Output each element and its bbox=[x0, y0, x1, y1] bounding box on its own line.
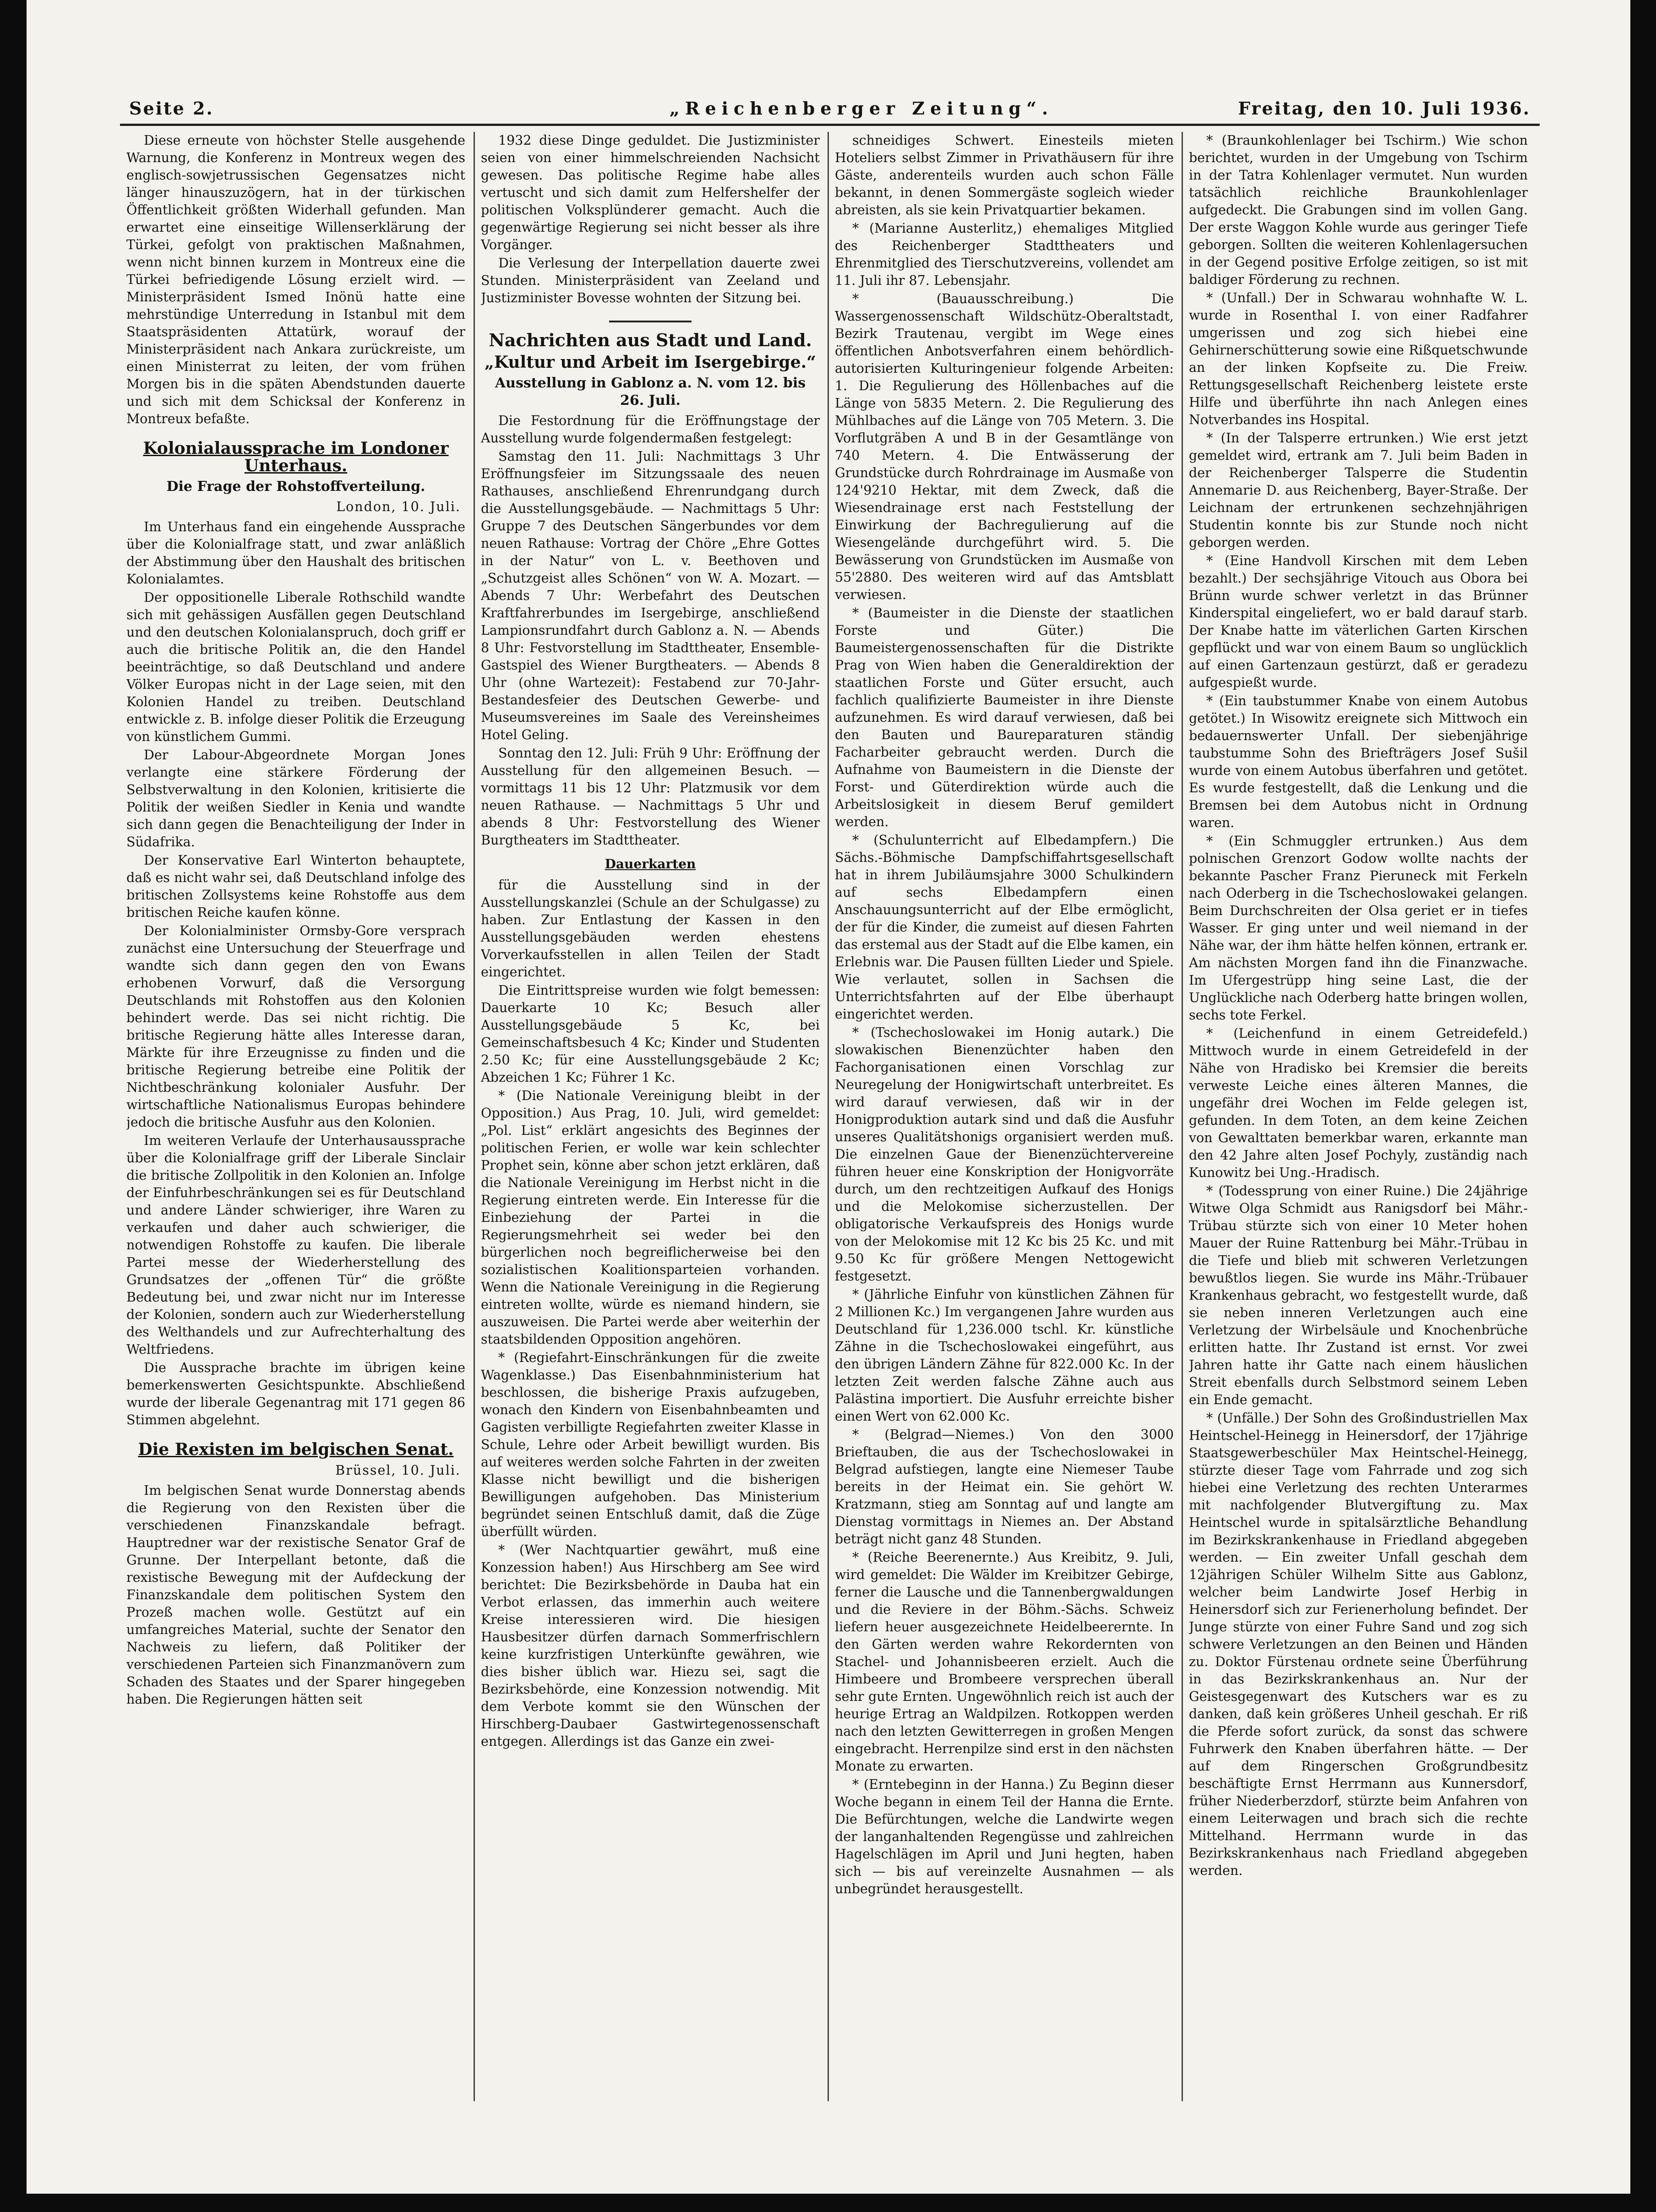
article-paragraph: Im belgischen Senat wurde Donnerstag abends die Regierung von den Rexisten über die verschiedenen Finanzskandale befragt. Hauptredner war der rexistische Senator Graf de Grunne. Der Interpellant betonte, daß die rexistische Bewegung mit der Aufdeckung der Finanzskandale dem politischen System den Prozeß machen wolle. Gestützt auf ein umfangreiches Material, suchte der Senator den Nachweis zu liefern, daß Politiker der verschiedenen Parteien sich Finanzmanövern zum Schaden des Staates und der Sparer hingegeben haben. Die Regierungen hätten seit bbox=[126, 1483, 465, 1707]
minor-heading: Dauerkarten bbox=[605, 856, 696, 872]
news-item: * (Ein Schmuggler ertrunken.) Aus dem polnischen Grenzort Godow wollte nachts der bekannte Pascher Franz Pieruneck mit Ferkeln nach Oderberg in die Tschechoslowakei gelangen. Beim Durchschreiten der Olsa geriet er in tiefes Wasser. Er ging unter und weil niemand in der Nähe war, der ihm hätte helfen können, ertrank er. Am nächsten Morgen fand ihn die Finanzwache. Im Ufergestrüpp hing seine Last, die der Unglückliche nach Oderberg hatte bringen wollen, sechs tote Ferkel. bbox=[1189, 834, 1528, 1023]
news-item: * (Unfälle.) Der Sohn des Großindustriellen Max Heintschel-Heinegg in Heinersdorf, der 17jährige Staatsgewerbeschüler Max Heintschel-Heinegg, stürzte dieser Tage vom Fahrrade und zog sich hiebei eine Verletzung des rechten Unterarmes mit nachfolgender Blutvergiftung zu. Max Heintschel wurde in spitalsärztliche Behandlung im Bezirkskrankenhause in Friedland abgegeben werden. — Ein zweiter Unfall geschah dem 12jährigen Schüler Wilhelm Sitte aus Gablonz, welcher beim Landwirte Josef Herbig in Heinersdorf sich zur Ferienerholung befindet. Der Junge stürzte von einer Fuhre Sand und zog sich schwere Verletzungen an den Beinen und Händen zu. Doktor Fürstenau ordnete seine Überführung in das Bezirkskrankenhaus an. Nur der Geistesgegenwart des Kutschers war es zu danken, daß kein größeres Unheil geschah. Er riß die Pferde sofort zurück, da sonst das schwere Fuhrwerk den Knaben überfahren hätte. — Der auf dem Ringerschen Großgrundbesitz beschäftigte Ernst Herrmann aus Kunnersdorf, früher Niederberzdorf, stürzte beim Anfahren von einem Leiterwagen und brach sich die rechte Mittelhand. Herrmann wurde in das Bezirkskrankenhaus nach Friedland abgegeben werden. bbox=[1189, 1411, 1528, 1878]
column-rule-3 bbox=[1182, 132, 1183, 2101]
column-rule-2 bbox=[828, 132, 829, 2101]
article-paragraph: 1932 diese Dinge geduldet. Die Justizminister seien von einer himmelschreienden Nachsicht gewesen. Das politische Regime habe alles vertuscht und sich damit zum Helfershelfer der politischen Volksplünderer gemacht. Auch die gegenwärtige Regierung sei nicht besser als ihre Vorgänger. bbox=[481, 133, 820, 252]
article-paragraph: Die Aussprache brachte im übrigen keine bemerkenswerten Gesichtspunkte. Abschließend wurde der liberale Gegenantrag mit 171 gegen 86 Stimmen abgelehnt. bbox=[126, 1360, 465, 1427]
news-item: * (Baumeister in die Dienste der staatlichen Forste und Güter.) Die Baumeistergenossenschaften für die Distrikte Prag von Wien haben die Generaldirektion der staatlichen Forste und Güter ersucht, auch fachlich qualifizierte Baumeister in ihre Dienste aufzunehmen. Es wird darauf verwiesen, daß bei den Bauten und Baureparaturen ständig Facharbeiter gebraucht werden. Durch die Aufnahme von Baumeistern in die Dienste der Forst- und Güterdirektion würde auch die Arbeitslosigkeit in diesem Beruf gemildert werden. bbox=[835, 605, 1174, 829]
article-paragraph: Diese erneute von höchster Stelle ausgehende Warnung, die Konferenz in Montreux wegen des englisch-sowjetrussischen Gegensatzes nicht länger hinauszuzögern, hat in der türkischen Öffentlichkeit größten Widerhall gefunden. Man erwartet eine einseitige Willenserklärung der Türkei, gefolgt von praktischen Maßnahmen, wenn nicht binnen kurzem in Montreux eine die Türkei befriedigende Lösung erzielt wird. — Ministerpräsident Ismed Inönü hatte eine mehrstündige Unterredung in Istanbul mit dem Staatspräsidenten Attatürk, worauf der Ministerpräsident nach Ankara zurückreiste, um einen Ministerrat zu leiten, der vom frühen Morgen bis in die späten Abendstunden dauerte und sich mit dem Schicksal der Konferenz in Montreux befaßte. bbox=[126, 133, 465, 426]
subheadline: Ausstellung in Gablonz a. N. vom 12. bis 26. Juli. bbox=[495, 375, 806, 409]
news-item: * (Reiche Beerenernte.) Aus Kreibitz, 9. Juli, wird gemeldet: Die Wälder im Kreibitzer Gebirge, ferner die Lausche und die Tannenbergwaldungen und die Reviere in der Böhm.-Sächs. Schweiz liefern heuer ausgezeichnete Heidelbeerernte. In den Gärten werden wahre Rekordernten von Stachel- und Johannisbeeren erzielt. Auch die Himbeere und Brombeere versprechen überall sehr gute Ernten. Ungewöhnlich reich ist auch der heurige Ertrag an Waldpilzen. Rotkoppen werden nach den letzten Gewitterregen in großen Mengen eingebracht. Herrenpilze sind erst in den nächsten Monate zu erwarten. bbox=[835, 1550, 1174, 1774]
news-item: * (Todessprung von einer Ruine.) Die 24jährige Witwe Olga Schmidt aus Ranigsdorf bei Mähr.-Trübau stürzte sich von einer 10 Meter hohen Mauer der Ruine Rattenburg bei Mähr.-Trübau in die Tiefe und blieb mit schweren Verletzungen bewußtlos liegen. Sie wurde ins Mähr.-Trübauer Krankenhaus gebracht, wo festgestellt wurde, daß sie neben inneren Verletzungen auch eine Verletzung der Wirbelsäule und Knochenbrüche erlitten hatte. Ihr Zustand ist ernst. Vor zwei Jahren hatte ihr Gatte nach einem häuslichen Streit ebenfalls durch Selbstmord seinem Leben ein Ende gemacht. bbox=[1189, 1183, 1528, 1407]
dateline: London, 10. Juli. bbox=[336, 499, 461, 514]
page-number: Seite 2. bbox=[129, 98, 214, 119]
article-paragraph: Die Verlesung der Interpellation dauerte zwei Stunden. Ministerpräsident van Zeeland und Justizminister Bovesse wohnten der Sitzung bei. bbox=[481, 256, 820, 305]
article-paragraph: Im Unterhaus fand ein eingehende Aussprache über die Kolonialfrage statt, und zwar anläßlich der Abstimmung über den Haushalt des britischen Kolonialamtes. bbox=[126, 519, 465, 587]
article-paragraph: Im weiteren Verlaufe der Unterhausaussprache über die Kolonialfrage griff der Liberale Sinclair die britische Zollpolitik in den Kolonien an. Infolge der Einfuhrbeschränkungen sei es für Deutschland und andere Länder schwieriger, ihre Waren zu verkaufen und daher auch schwieriger, die notwendigen Rohstoffe zu kaufen. Die liberale Partei messe der Wiederherstellung des Grundsatzes der „offenen Tür“ die größte Bedeutung bei, und zwar nicht nur im Interesse der Kolonien, sondern auch zur Wiederherstellung des Welthandels und zur Aufrechterhaltung des Weltfriedens. bbox=[126, 1133, 465, 1357]
section-divider bbox=[609, 321, 692, 322]
article-paragraph: Die Festordnung für die Eröffnungstage der Ausstellung wurde folgendermaßen festgelegt: bbox=[481, 413, 820, 446]
article-paragraph: Der Konservative Earl Winterton behauptete, daß es nicht wahr sei, daß Deutschland infolge des britischen Zollsystems keine Rohstoffe aus dem britischen Reiche kaufen könne. bbox=[126, 853, 465, 920]
newspaper-page bbox=[120, 92, 1540, 2143]
column-1 bbox=[126, 132, 465, 2143]
news-item: * (Tschechoslowakei im Honig autark.) Die slowakischen Bienenzüchter haben den Fachorganisationen einen Vorschlag zur Neuregelung der Honigwirtschaft unterbreitet. Es wird darauf verwiesen, daß wir in der Honigproduktion autark sind und daß die Ausfuhr unseres Qualitätshonigs organisiert werden muß. Die einzelnen Gaue der Bienenzüchtervereine führen heuer eine Konskription der Honigvorräte durch, um den rechtzeitigen Aufkauf des Honigs und die Melokomise sicherzustellen. Der obligatorische Verkaufspreis des Honigs wurde von der Melokomise mit 12 Kc bis 25 Kc. und mit 9.50 Kc für größere Mengen Nettogewicht festgesetzt. bbox=[835, 1025, 1174, 1284]
news-item: * (Braunkohlenlager bei Tschirm.) Wie schon berichtet, wurden in der Umgebung von Tschirm in der Tatra Kohlenlager vermutet. Nun wurden tatsächlich reichliche Braunkohlenlager aufgedeckt. Die Grabungen sind im vollen Gang. Der erste Waggon Kohle wurde aus geringer Tiefe geborgen. Sollten die weiteren Kohlenlagersuchen in der Gegend positive Erfolge zeitigen, so ist mit baldiger Förderung zu rechnen. bbox=[1189, 133, 1528, 287]
article-paragraph: Samstag den 11. Juli: Nachmittags 3 Uhr Eröffnungsfeier im Sitzungssaale des neuen Rathauses, anschließend Ehrenrundgang durch die Ausstellungsgebäude. — Nachmittags 5 Uhr: Gruppe 7 des Deutschen Sängerbundes vor dem neuen Rathause: Vortrag der Chöre „Ehre Gottes in der Natur“ von L. v. Beethoven und „Schutzgeist alles Schönen“ von W. A. Mozart. — Abends 7 Uhr: Werbefahrt des Deutschen Kraftfahrerbundes im Isergebirge, anschließend Lampionsrundfahrt durch Gablonz a. N. — Abends 8 Uhr: Festvorstellung im Stadttheater, Ensemble-Gastspiel des Wiener Burgtheaters. — Abends 8 Uhr (ohne Wartezeit): Festabend zur 70-Jahr-Bestandesfeier des Deutschen Gewerbe- und Museumsvereines im Saale des Vereinsheimes Hotel Geling. bbox=[481, 449, 820, 742]
scan-border-bottom bbox=[0, 2194, 1656, 2212]
news-item: * (Unfall.) Der in Schwarau wohnhafte W. L. wurde in Rosenthal I. von einer Radfahrer umgerissen und zog sich hiebei eine Gehirnerschütterung sowie eine Rißquetschwunde an der linken Kopfseite zu. Die Freiw. Rettungsgesellschaft Reichenberg leistete erste Hilfe und überführte ihn nach Anlegen eines Notverbandes ins Hospital. bbox=[1189, 290, 1528, 427]
news-item: * (Die Nationale Vereinigung bleibt in der Opposition.) Aus Prag, 10. Juli, wird gemeldet: „Pol. List“ erklärt angesichts des Beginnes der politischen Ferien, er wolle war kein schlechter Prophet sein, könne aber schon jetzt erklären, daß die Nationale Vereinigung im Herbst nicht in die Regierung eintreten werde. Ein Interesse für die Einbeziehung der Partei in die Regierungsmehrheit sei weder bei den bürgerlichen noch begreiflicherweise bei den sozialistischen Koalitionsparteien vorhanden. Wenn die Nationale Vereinigung in die Regierung eintreten wollte, würde es niemand hindern, sie auszuweisen. Die Partei werde aber weiterhin der staatsbildenden Opposition angehören. bbox=[481, 1088, 820, 1347]
article-paragraph: Die Eintrittspreise wurden wie folgt bemessen: Dauerkarte 10 Kc; Besuch aller Ausstellungsgebäude 5 Kc, bei Gemeinschaftsbesuch 4 Kc; Kinder und Studenten 2.50 Kc; für eine Ausstellungsgebäude 2 Kc; Abzeichen 1 Kc; Führer 1 Kc. bbox=[481, 983, 820, 1085]
news-item: * (Marianne Austerlitz,) ehemaliges Mitglied des Reichenberger Stadttheaters und Ehrenmitglied des Tierschutzvereins, vollendet am 11. Juli ihr 87. Lebensjahr. bbox=[835, 221, 1174, 288]
subheadline: Die Frage der Rohstoffverteilung. bbox=[166, 479, 425, 495]
article-paragraph: Der Kolonialminister Ormsby-Gore versprach zunächst eine Untersuchung der Steuerfrage und wandte sich dann gegen den von Ewans erhobenen Vorwurf, daß die Versorgung Deutschlands mit Rohstoffen aus den Kolonien behindert werde. Das sei nicht richtig. Die britische Regierung hätte alles Interesse daran, Märkte für ihre Erzeugnisse zu finden und die britische Regierung betreibe eine Politik der Nichtbeschränkung kolonialer Ausfuhr. Der wirtschaftliche Nationalismus Europas behindere jedoch die britische Ausfuhr aus den Kolonien. bbox=[126, 923, 465, 1130]
news-item: * (In der Talsperre ertrunken.) Wie erst jetzt gemeldet wird, ertrank am 7. Juli beim Baden in der Reichenberger Talsperre die Studentin Annemarie D. aus Reichenberg, Bayer-Straße. Der Leichnam der ertrunkenen sechzehnjährigen Studentin konnte bis zur Stunde noch nicht geborgen werden. bbox=[1189, 430, 1528, 550]
article-paragraph: Sonntag den 12. Juli: Früh 9 Uhr: Eröffnung der Ausstellung für den allgemeinen Besuch. — vormittags 11 bis 12 Uhr: Platzmusik vor dem neuen Rathause. — Nachmittags 5 Uhr und abends 8 Uhr: Festvorstellung des Wiener Burgtheaters im Stadttheater. bbox=[481, 746, 820, 848]
column-4 bbox=[1189, 132, 1528, 2143]
page-header bbox=[120, 92, 1540, 126]
news-item: * (Eine Handvoll Kirschen mit dem Leben bezahlt.) Der sechsjährige Vitouch aus Obora bei Brünn wurde schwer verletzt in das Brünner Kinderspital eingeliefert, wo er bald darauf starb. Der Knabe hatte im väterlichen Garten Kirschen gepflückt und war von einem Baum so unglücklich auf einen Gartenzaun gestürzt, daß er geradezu aufgespießt wurde. bbox=[1189, 553, 1528, 690]
dateline: Brüssel, 10. Juli. bbox=[335, 1463, 461, 1478]
news-item: * (Bauausschreibung.) Die Wassergenossenschaft Wildschütz-Oberaltstadt, Bezirk Trautenau, vergibt im Wege eines öffentlichen Anbotsverfahren einem behördlich-autorisierten Kulturingenieur folgende Arbeiten: 1. Die Regulierung des Höllenbaches auf die Länge von 5835 Metern. 2. Die Regulierung des Mühlbaches auf die Länge von 705 Metern. 3. Die Vorflutgräben A und B in der Gesamtlänge von 740 Metern. 4. Die Entwässerung der Grundstücke durch Rohrdrainage im Ausmaße von 124'9210 Hektar, mit dem Zweck, daß die Wiesendrainage erst nach Feststellung der Einwirkung der Bachregulierung auf die Wiesengelände durchgeführt wird. 5. Die Bewässerung von Grundstücken im Ausmaße von 55'2880. Des weiteren wird auf das Amtsblatt verwiesen. bbox=[835, 291, 1174, 602]
column-2 bbox=[481, 132, 820, 2143]
news-item: * (Wer Nachtquartier gewährt, muß eine Konzession haben!) Aus Hirschberg am See wird berichtet: Die Bezirksbehörde in Dauba hat ein Verbot erlassen, das immerhin auch weitere Kreise interessieren wird. Die hiesigen Hausbesitzer dürfen darnach Sommerfrischlern keine kurzfristigen Unterkünfte gewähren, wie dies bisher üblich war. Hiezu sei, sagt die Bezirksbehörde, eine Konzession notwendig. Mit dem Verbote kommt sie den Wünschen der Hirschberg-Daubaer Gastwirtegenossenschaft entgegen. Allerdings ist das Ganze ein zwei- bbox=[481, 1542, 820, 1749]
headline-ausstellung: „Kultur und Arbeit im Isergebirge.“ bbox=[485, 353, 816, 372]
headline-kolonialaussprache: Kolonialaussprache im Londoner Unterhaus. bbox=[143, 439, 449, 475]
news-item: * (Ein taubstummer Knabe von einem Autobus getötet.) In Wisowitz ereignete sich Mittwoch ein bedauernswerter Unfall. Der siebenjährige taubstumme Sohn des Briefträgers Josef Sušil wurde von einem Autobus überfahren und getötet. Es wurde festgestellt, daß die Lenkung und die Bremsen bei dem Autobus nicht in Ordnung waren. bbox=[1189, 693, 1528, 830]
column-3 bbox=[835, 132, 1174, 2143]
news-item: schneidiges Schwert. Einesteils mieten Hoteliers selbst Zimmer in Privathäusern für ihre Gäste, anderenteils wurden auch schon Fälle bekannt, in denen Sommergäste sogleich wieder abreisten, als sie kein Privatquartier bekamen. bbox=[835, 133, 1174, 218]
news-item: * (Schulunterricht auf Elbedampfern.) Die Sächs.-Böhmische Dampfschiffahrtsgesellschaft hat in ihrem Jubiläumsjahre 3000 Schulkindern auf sechs Elbedampfern einen Anschauungsunterricht auf der Elbe ermöglicht, der für die Kinder, die zumeist auf diesen Fahrten das erstemal aus der Stadt auf die Elbe kamen, ein Erlebnis war. Die Pausen füllten Lieder und Spiele. Wie verlautet, sollen in Sachsen die Unterrichtsfahrten auf der Elbe überhaupt eingerichtet werden. bbox=[835, 833, 1174, 1022]
article-paragraph: für die Ausstellung sind in der Ausstellungskanzlei (Schule an der Schulgasse) zu haben. Zur Entlastung der Kassen in den Ausstellungsgebäuden werden ehestens Vorverkaufsstellen in allen Teilen der Stadt eingerichtet. bbox=[481, 877, 820, 980]
headline-rexisten: Die Rexisten im belgischen Senat. bbox=[138, 1440, 454, 1459]
news-item: * (Regiefahrt-Einschränkungen für die zweite Wagenklasse.) Das Eisenbahnministerium hat beschlossen, die bisherige Praxis aufzugeben, wonach den Kindern von Eisenbahnbeamten und Gagisten verbilligte Regiefahrten zweiter Klasse in Schule, Lehre oder Arbeit bewilligt wurden. Bis auf weiteres werden solche Fahrten in der zweiten Klasse nicht bewilligt und die bisherigen Bewilligungen aufgehoben. Das Ministerium begründet seinen Entschluß damit, daß die Züge überfüllt würden. bbox=[481, 1350, 820, 1539]
article-paragraph: Der Labour-Abgeordnete Morgan Jones verlangte eine stärkere Förderung der Selbstverwaltung in den Kolonien, kritisierte die Politik der weißen Siedler in Kenia und wandte sich dann gegen die Benachteiligung der Inder in Südafrika. bbox=[126, 747, 465, 850]
column-rule-1 bbox=[474, 132, 475, 2101]
scan-border-left bbox=[0, 0, 27, 2212]
section-heading: Nachrichten aus Stadt und Land. bbox=[489, 330, 812, 350]
news-item: * (Leichenfund in einem Getreidefeld.) Mittwoch wurde in einem Getreidefeld in der Nähe von Hradisko bei Kremsier die bereits verweste Leiche eines älteren Mannes, die ungefähr drei Wochen im Felde gelegen ist, gefunden. In dem Toten, an dem keine Zeichen von Gewalttaten bemerkbar waren, erkannte man den 42 Jahre alten Josef Pochyly, zuständig nach Kunowitz bei Ung.-Hradisch. bbox=[1189, 1026, 1528, 1180]
news-item: * (Erntebeginn in der Hanna.) Zu Beginn dieser Woche begann in einem Teil der Hanna die Ernte. Die Befürchtungen, welche die Landwirte wegen der langanhaltenden Regengüsse und zahlreichen Hagelschlägen im April und Juni hegten, haben sich — bis auf vereinzelte Ausnahmen — als unbegründet herausgestellt. bbox=[835, 1777, 1174, 1896]
issue-date: Freitag, den 10. Juli 1936. bbox=[1238, 98, 1531, 119]
news-item: * (Belgrad—Niemes.) Von den 3000 Brieftauben, die aus der Tschechoslowakei in Belgrad aufstiegen, langte eine Niemeser Taube bereits in der Heimat ein. Sie gehört W. Kratzmann, stieg am Sonntag auf und langte am Dienstag vormittags in Niemes an. Der Abstand beträgt nicht ganz 48 Stunden. bbox=[835, 1427, 1174, 1547]
newspaper-title: „Reichenberger Zeitung“. bbox=[670, 98, 1054, 119]
scan-border-right bbox=[1630, 0, 1656, 2212]
news-item: * (Jährliche Einfuhr von künstlichen Zähnen für 2 Millionen Kc.) Im vergangenen Jahre wurden aus Deutschland für 1,236.000 tschl. Kr. künstliche Zähne in die Tschechoslowakei eingeführt, aus den übrigen Ländern Zähne für 822.000 Kc. In der letzten Zeit werden falsche Zähne auch aus Palästina importiert. Die Ausfuhr erreichte bisher einen Wert von 62.000 Kc. bbox=[835, 1287, 1174, 1424]
article-paragraph: Der oppositionelle Liberale Rothschild wandte sich mit gehässigen Ausfällen gegen Deutschland und den deutschen Kolonialanspruch, doch griff er auch die britische Politik an, die den Handel beeinträchtige, so daß Deutschland und andere Völker Europas nicht in der Lage seien, mit den Kolonien Handel zu treiben. Deutschland entwickle z. B. infolge dieser Politik die Erzeugung von künstlichem Gummi. bbox=[126, 590, 465, 744]
